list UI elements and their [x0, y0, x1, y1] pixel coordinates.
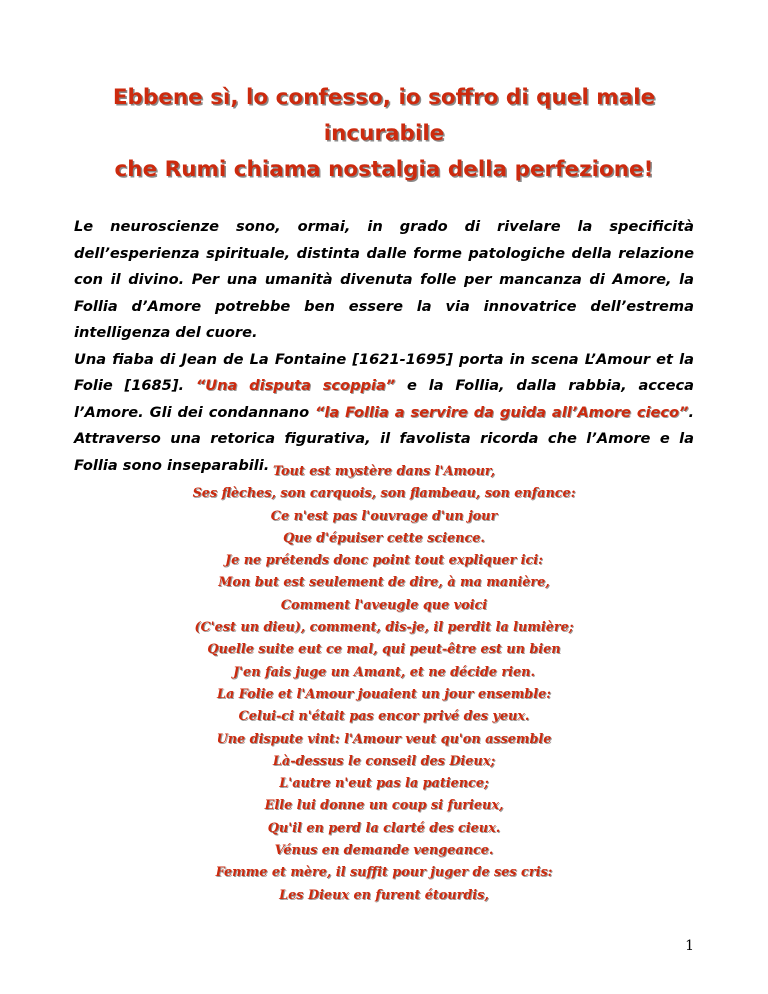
poem-verse: Celui-ci n'était pas encor privé des yeux.	[238, 709, 530, 725]
poem-verse: Que d'épuiser cette science.	[283, 530, 485, 546]
intro-paragraph-2	[74, 347, 694, 480]
title-line-2: incurabile	[323, 121, 445, 146]
poem-verse: Quelle suite eut ce mal, qui peut-être est un bien	[207, 642, 561, 658]
poem-verse: Femme et mère, il suffit pour juger de ses cris:	[215, 865, 553, 881]
poem-verse: L'autre n'eut pas la patience;	[279, 776, 489, 792]
poem-verse: Je ne prétends donc point tout expliquer ici:	[225, 553, 543, 569]
poem-verse: Elle lui donne un coup si furieux,	[264, 798, 504, 814]
poem-verse: Les Dieux en furent étourdis,	[279, 887, 489, 903]
quote-disputa: “Una disputa scoppia”	[195, 377, 396, 394]
title-line-1: Ebbene sì, lo confesso, io soffro di quel male	[112, 85, 656, 110]
poem-verse: Vénus en demande vengeance.	[274, 843, 494, 859]
intro-p2-part-b: e la Follia, dalla rabbia, acceca l’Amore. Gli dei condannano	[74, 377, 694, 421]
poem-verse: (C'est un dieu), comment, dis-je, il perdit la lumière;	[194, 620, 574, 636]
poem-verse: Ses flèches, son carquois, son flambeau, son enfance:	[192, 486, 576, 502]
poem-verse: Là-dessus le conseil des Dieux;	[272, 753, 496, 769]
poem-verse: Ce n'est pas l'ouvrage d'un jour	[270, 508, 498, 524]
poem-verse: Qu'il en perd la clarté des cieux.	[267, 820, 501, 836]
page-number: 1	[685, 938, 694, 954]
poem	[74, 461, 694, 907]
document-title	[60, 80, 708, 188]
title-line-3: che Rumi chiama nostalgia della perfezione!	[114, 157, 654, 182]
intro-text	[74, 214, 694, 479]
poem-verse: Une dispute vint: l'Amour veut qu'on assemble	[216, 731, 552, 747]
poem-verse: Tout est mystère dans l'Amour,	[272, 464, 496, 479]
poem-verse: Mon but est seulement de dire, à ma manière,	[218, 575, 550, 591]
intro-p2-part-a: Una fiaba di Jean de La Fontaine [1621-1695] porta in scena L’Amour et la Folie [1685].	[74, 350, 694, 394]
quote-follia-guida: “la Follia a servire da guida all’Amore cieco”	[314, 403, 689, 421]
intro-p2-part-c: . Attraverso una retorica figurativa, il favolista ricorda che l’Amore e la Follia sono inseparabili.	[74, 403, 694, 474]
poem-verse: La Folie et l'Amour jouaient un jour ensemble:	[217, 686, 551, 702]
poem-verse: Comment l'aveugle que voici	[280, 597, 488, 613]
poem-verse: J'en fais juge un Amant, et ne décide rien.	[233, 664, 535, 680]
intro-paragraph-1: Le neuroscienze sono, ormai, in grado di rivelare la specificità dell’esperienza spirituale, distinta dalle forme patologiche della relazione con il divino. Per una umanità divenuta folle per mancanza di Amore, la Follia d’Amore potrebbe ben essere la via innovatrice dell’estrema intelligenza del cuore.	[74, 218, 694, 341]
